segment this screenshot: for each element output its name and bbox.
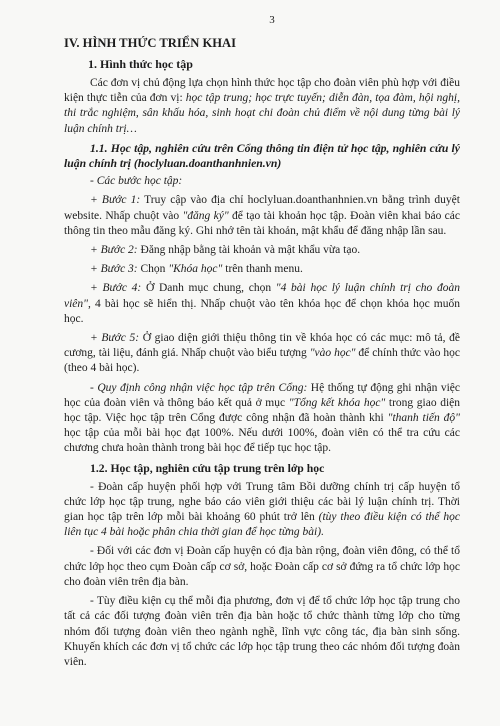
steps-label-text: - Các bước học tập: [90,175,183,188]
recognition-quote-1: "Tổng kết khóa học" [288,396,386,409]
paragraph-1-2-b: - Đối với các đơn vị Đoàn cấp huyện có địa bàn rộng, đoàn viên đông, có thể tổ chức lớp học theo cụm Đoàn cấp cơ sở, hoặc Đoàn cấp cơ sở đứng ra tổ chức lớp học cho đoàn viên trên địa bàn. [64,545,460,588]
paragraph-1-2-a-note: (tùy theo điều kiện có thể học liên tục 4 bài hoặc phân chia thời gian để học từng bài). [64,511,460,539]
step-2 [64,243,460,258]
step-1-text-b: để tạo tài khoản học tập. Đoàn viên khai báo các thông tin theo mẫu đăng ký. Ghi nhớ tên tài khoản, mật khẩu để đăng nhập lần sau. [64,209,460,237]
part-1-1-title: 1.1. Học tập, nghiên cứu trên Cổng thông tin điện tử học tập, nghiên cứu lý luận chính trị (hoclyluan.doanthanhnien.vn) [64,141,460,171]
page-number: 3 [269,14,275,26]
step-4-label: + Bước 4: [90,282,142,295]
step-5-label: + Bước 5: [90,332,140,345]
step-5 [64,331,460,377]
recognition-text-c: học tập của mỗi bài học đạt 100%. Nếu dưới 100%, đoàn viên có thể tra cứu các chương chưa hoàn thành trong bài học để tiếp tục học tập. [64,427,460,455]
part-1-2-title: 1.2. Học tập, nghiên cứu tập trung trên lớp học [90,461,325,475]
step-4-text-a: Ở Danh mục chung, chọn [141,282,276,295]
intro-paragraph [64,76,460,137]
step-1-quote: "đăng ký" [182,209,229,222]
recognition-text-a: Hệ thống tự động ghi nhận việc học của đoàn viên và thông báo kết quả ở mục [64,381,460,409]
paragraph-1-2-a-text: - Đoàn cấp huyện phối hợp với Trung tâm Bồi dưỡng chính trị cấp huyện tổ chức lớp học tập trung, nghe báo cáo viên giới thiệu các bài lý luận chính trị. Thời gian học tập trên lớp mỗi bài khoảng 60 phút trở lên [64,480,460,524]
step-3 [64,262,460,277]
step-1 [64,193,460,239]
step-4-text-b: , 4 bài học sẽ hiển thị. Nhấp chuột vào tên khóa học để chọn khóa học muốn học. [64,297,460,325]
step-5-text-a: Ở giao diện giới thiệu thông tin về khóa học có các mục: mô tả, đề cương, tài liệu, đánh giá. Nhấp chuột vào biểu tượng [64,332,460,360]
step-4 [64,281,460,327]
recognition-quote-2: "thanh tiến độ" [387,412,460,425]
section-title: IV. HÌNH THỨC TRIỂN KHAI [64,36,237,50]
step-1-text-a: Truy cập vào địa chỉ hoclyluan.doanthanhnien.vn bằng trình duyệt website. Nhấp chuột vào [64,194,460,222]
step-3-quote: "Khóa học" [168,263,223,276]
step-3-text-b: trên thanh menu. [222,263,303,276]
step-5-quote: "vào học" [309,347,356,360]
step-2-text: Đăng nhập bằng tài khoản và mật khẩu vừa tạo. [137,244,361,257]
intro-text: Các đơn vị chủ động lựa chọn hình thức học tập cho đoàn viên phù hợp với điều kiện thực tiễn của đơn vị: [64,77,460,105]
subsection-1-title: 1. Hình thức học tập [88,57,193,71]
intro-forms-list: học tập trung; học trực tuyến; diễn đàn, tọa đàm, hội nghị, thi trắc nghiệm, sân khấu hóa, sinh hoạt chi đoàn chủ điểm về nội dung từng bài lý luận chính trị… [64,92,460,135]
recognition-rule [64,381,460,457]
step-4-quote: "4 bài học lý luận chính trị cho đoàn viên" [64,282,460,310]
paragraph-1-2-c: - Tùy điều kiện cụ thể mỗi địa phương, đơn vị để tổ chức lớp học tập trung cho tất cả các đối tượng đoàn viên trên địa bàn hoặc tổ chức thành từng lớp cho từng nhóm đối tượng đoàn viên theo ngành nghề, lĩnh vực công tác, địa bàn sinh sống. Khuyến khích các đơn vị tổ chức các lớp học tập trung theo các nhóm đối tượng đoàn viên. [64,595,460,668]
step-1-label: + Bước 1: [90,194,141,207]
step-3-text-a: Chọn [137,263,169,276]
recognition-label: - Quy định công nhận việc học tập trên Cổng: [90,381,308,394]
step-2-label: + Bước 2: [90,244,138,257]
recognition-text-b: trong giao diện học tập. Việc học tập trên Cổng được công nhận đã hoàn thành khi [64,396,461,425]
steps-label [64,174,460,189]
step-5-text-b: để chính thức vào học (theo 4 bài học). [64,347,460,375]
step-3-label: + Bước 3: [90,263,138,276]
paragraph-1-2-a [64,480,460,541]
